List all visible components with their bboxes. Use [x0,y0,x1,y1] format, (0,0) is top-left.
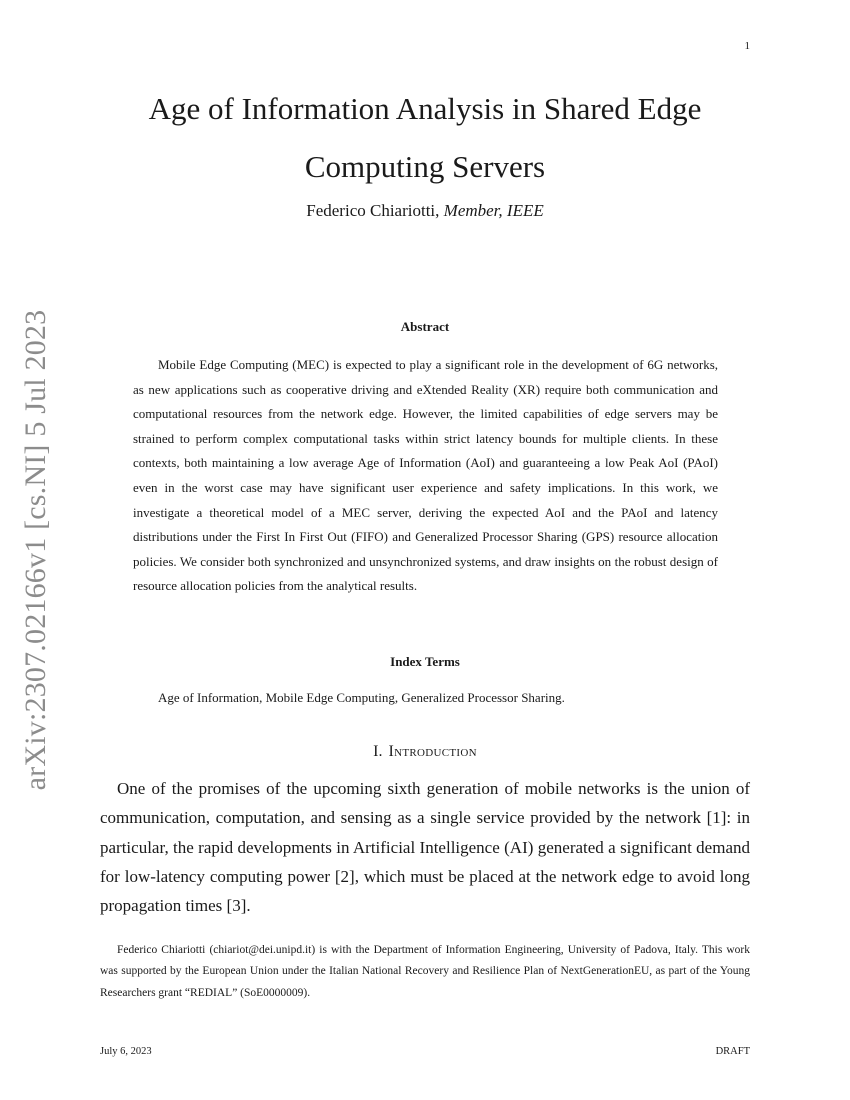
author-name: Federico Chiariotti, [306,201,440,220]
page-number: 1 [744,40,750,52]
introduction-section-number: I. [373,743,383,760]
paper-title: Age of Information Analysis in Shared Edge Computing Servers [148,91,702,184]
author-membership: Member, IEEE [443,201,544,220]
arxiv-identifier: arXiv:2307.02166v1 [cs.NI] 5 Jul 2023 [19,309,52,791]
index-terms-heading: Index Terms [390,654,460,669]
footer-date: July 6, 2023 [100,1046,152,1057]
introduction-heading [100,743,750,761]
introduction-section-title: Introduction [388,743,477,760]
index-terms-text: Age of Information, Mobile Edge Computing, Generalized Processor Sharing. [158,690,565,705]
abstract-heading: Abstract [400,319,450,334]
abstract-text: Mobile Edge Computing (MEC) is expected to play a significant role in the development of 6G networks, as new applications such as cooperative driving and eXtended Reality (XR) require both communication and computational resources from the network edge. However, the limited capabilities of edge servers may be strained to perform complex computational tasks within strict latency bounds for multiple clients. In these contexts, both maintaining a low average Age of Information (AoI) and guaranteeing a low Peak AoI (PAoI) even in the worst case may have significant user experience and safety implications. In this work, we investigate a theoretical model of a MEC server, deriving the expected AoI and the PAoI and latency distributions under the First In First Out (FIFO) and Generalized Processor Sharing (GPS) resource allocation policies. We consider both synchronized and unsynchronized systems, and draw insights on the robust design of resource allocation policies from the analytical results. [133,357,718,594]
author-line [100,201,750,221]
author-footnote: Federico Chiariotti (chiariot@dei.unipd.it) is with the Department of Information Engineering, University of Padova, Italy. This work was supported by the European Union under the Italian National Recovery and Resilience Plan of NextGenerationEU, as part of the Young Researchers grant “REDIAL” (SoE0000009). [100,944,750,999]
introduction-paragraph: One of the promises of the upcoming sixth generation of mobile networks is the union of communication, computation, and sensing as a single service provided by the network [1]: in particular, the rapid developments in Artificial Intelligence (AI) generated a significant demand for low-latency computing power [2], which must be placed at the network edge to avoid long propagation times [3]. [100,779,750,916]
footer-draft-label: DRAFT [715,1046,750,1057]
